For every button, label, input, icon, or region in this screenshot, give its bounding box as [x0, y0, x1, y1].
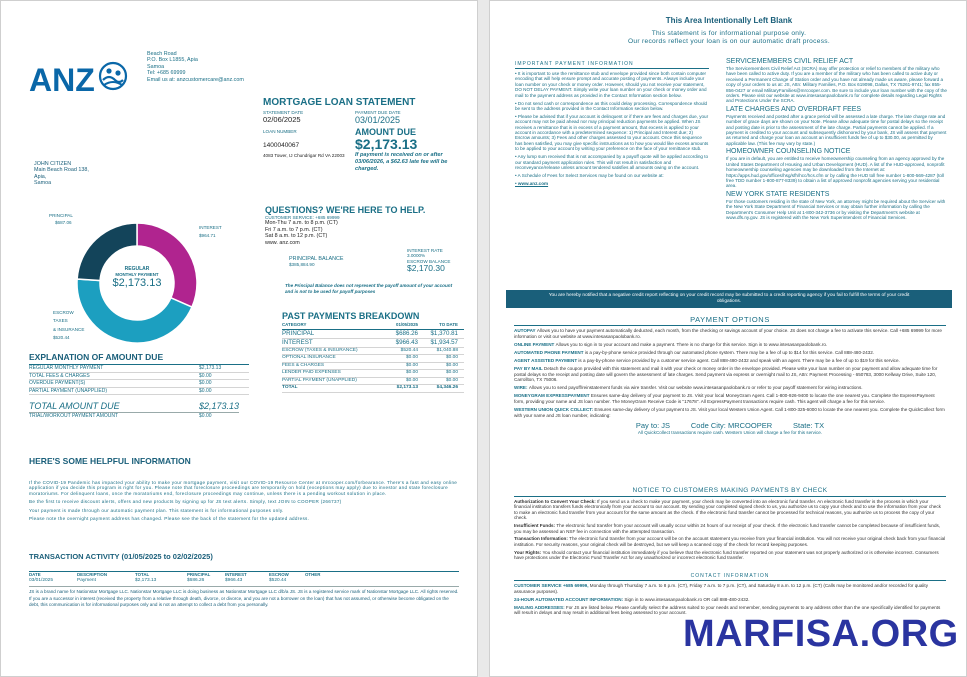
breakdown-amount: $0.00: [445, 377, 458, 383]
breakdown-amount: $0.00: [445, 362, 458, 368]
explanation-label: REGULAR MONTHLY PAYMENT: [29, 365, 104, 371]
transaction-cell: [305, 578, 335, 584]
donut-center-amount: $2,173.13: [112, 277, 162, 289]
transactions-title: TRANSACTION ACTIVITY (01/05/2025 to 02/02/2025): [29, 552, 213, 561]
donut-escrow-legend: [53, 310, 84, 341]
breakdown-row: [282, 339, 464, 348]
payment-option-text: Allows you to sign in to your account and make a payment. There is no charge for this service. Sign in to www.intesasanpaolobank.ro.: [555, 341, 828, 347]
donut-center-label-2: MONTHLY PAYMENT: [115, 272, 159, 277]
loan-number-label: LOAN NUMBER: [263, 129, 297, 135]
explanation-row: [29, 373, 249, 381]
info-item: • Please be advised that if your account is delinquent or if there are fees and charges due, your account may not be paid ahead nor may principal reduction payments be applied. When JS receives a remittance that is in excess of a payment amount, that excess is applied to your account in accordance with a predetermined sequence: 1) Principal and Interest due; 2) Escrow amounts; 3) Fees and other charges assessed to your account. Once this sequence has been satisfied, you may give specific instructions as to how you would like excess amounts to be applied to your account by writing your preference on the face of your remittance stub.: [515, 113, 709, 152]
breakdown-row: [282, 378, 464, 386]
customer-address-line: Samoa: [34, 180, 52, 187]
payment-option-text: Ensures same-day delivery of your payment to JS. Visit your local MoneyGram Agent. Call 1-800-926-9400 to locate the one nearest you. Complete the ExpressPayment form, providing your name and JS loan number. The MoneyGram Receive Code is "17678". All ExpressPayment transactions require cash. This agent will charge a fee for this service.: [514, 393, 935, 404]
payment-option: [514, 407, 946, 418]
total-amount-due-label: TOTAL AMOUNT DUE: [29, 401, 120, 412]
escrow-amount: $520.44: [53, 335, 70, 341]
statement-title: MORTGAGE LOAN STATEMENT: [263, 97, 416, 108]
donut-interest-label: INTEREST: [199, 225, 222, 230]
payment-option-lead: PAY BY MAIL: [514, 365, 544, 371]
legal-notices: [726, 58, 948, 220]
bank-phone: Tel: +685 69999: [147, 70, 186, 77]
interest-rate-label: INTEREST RATE: [407, 248, 443, 253]
contact-item-lead: 24-HOUR AUTOMATED ACCOUNT INFORMATION:: [514, 596, 625, 602]
bank-email[interactable]: Email us at: anzcustomercare@anz.com: [147, 76, 244, 83]
contact-item-text: Monday through Thursday 7 a.m. to 8 p.m. (CT), Friday 7 a.m. to 7 p.m. (CT), and Saturday 8 a.m. to 12 p.m. (CT) (Calls may be monitored and/or recorded for quality assurance purposes).: [514, 583, 928, 594]
breakdown-amount: $0.00: [405, 355, 418, 360]
successor-footer: If you are a successor in interest (received the property from a relative through death, divorce, or divorce, and you are not a borrower on the loan) that has not assumed, or otherwise become obligated on the debt, this communication is for informational purposes only and is not an attempt to collect a debt from you personally.: [29, 596, 449, 607]
payment-option-lead: ONLINE PAYMENT: [514, 341, 556, 347]
explanation-amount: $0.00: [199, 372, 212, 379]
breakdown-row: [282, 385, 464, 393]
anz-logo-mark: [29, 59, 133, 95]
breakdown-amount: $1,934.57: [430, 338, 458, 346]
transaction-cell: Payment: [77, 578, 96, 583]
escrow-line: ESCROW: [53, 310, 74, 315]
explanation-title: EXPLANATION OF AMOUNT DUE: [29, 352, 164, 362]
escrow-balance-label: ESCROW BALANCE: [407, 258, 451, 264]
breakdown-amount: $0.00: [445, 355, 458, 360]
donut-center: [101, 266, 173, 290]
property-address: 4083 Tower, IJ Chundrigar Rd VA 22003: [263, 152, 345, 158]
customer-service-line: CUSTOMER SERVICE: +685 69999: [265, 215, 340, 220]
transaction-cell: $686.26: [187, 578, 205, 583]
breakdown-amount: $1,370.81: [430, 329, 458, 337]
helpful-paragraph: Your payment is made through our automatic payment plan. This statement is for informational purposes only.: [29, 507, 284, 513]
transaction-rows: [29, 578, 459, 584]
breakdown-rows: [282, 330, 464, 393]
breakdown-category: PARTIAL PAYMENT (UNAPPLIED): [282, 377, 357, 383]
breakdown-title: PAST PAYMENTS BREAKDOWN: [282, 311, 420, 321]
payment-options: [514, 315, 946, 435]
contact-item-lead: MAILING ADDRESSES:: [514, 604, 566, 610]
credit-report-banner: You are hereby notified that a negative credit report reflecting on your credit record may be submitted to a credit reporting agency if you fail to fulfill the terms of your credit obligations.: [506, 290, 952, 308]
payment-option-text: is a pay-by-phone service provided by a customer service agent. Call 888-480-2432 and speak with an agent. There may be a fee of up to $19 for this service.: [578, 357, 900, 363]
explanation-rows: [29, 365, 249, 395]
payment-option: [514, 393, 946, 404]
breakdown-amount: $0.00: [405, 362, 418, 368]
transactions-header: DATE DESCRIPTION TOTAL PRINCIPAL INTEREST ESCROW OTHER: [29, 572, 321, 577]
info-title: IMPORTANT PAYMENT INFORMATION: [515, 61, 634, 67]
payment-due-date: 03/01/2025: [355, 115, 401, 126]
payment-option-text: is a pay-by-phone service provided through our automated phone system. There may be a fee of up to $14 for this service. Call 888-480-2432.: [584, 349, 875, 355]
check-payment-notice: [514, 487, 946, 563]
contact-item: [514, 597, 946, 603]
breakdown-amount: $0.00: [405, 370, 418, 375]
explanation-label: OVERDUE PAYMENT(S): [29, 380, 86, 387]
donut-principal-amount: $687.06: [55, 220, 72, 225]
payment-due-label: PAYMENT DUE DATE: [355, 110, 401, 115]
quickcollect-note: All QuickCollect transactions require cash. Western Union will charge a fee for this service.: [637, 429, 823, 435]
hours-line: Sat 8 a.m. to 12 p.m. (CT): [265, 233, 328, 240]
payment-option-lead: WESTERN UNION QUICK COLLECT:: [514, 407, 595, 413]
bank-address-line: P.O. Box L1855, Apia: [147, 57, 198, 64]
contact-title: CONTACT INFORMATION: [690, 573, 770, 579]
transaction-cell: $520.44: [269, 578, 287, 583]
check-notice-item-lead: Authorization to Convert Your Check:: [514, 499, 598, 504]
breakdown-category: OPTIONAL INSURANCE: [282, 355, 336, 360]
breakdown-amount: $2,173.13: [396, 385, 418, 390]
explanation-label: PARTIAL PAYMENT (UNAPPLIED): [29, 387, 107, 394]
customer-address: [34, 161, 134, 187]
breakdown-row: [282, 363, 464, 371]
check-notice-item-lead: Transaction Information:: [514, 536, 570, 542]
payment-option-lead: AUTOMATED PHONE PAYMENT: [514, 349, 585, 355]
ny-residents-title: NEW YORK STATE RESIDENTS: [726, 190, 830, 198]
total-amount-due-value: $2,173.13: [198, 401, 239, 412]
check-notice-item: [514, 536, 946, 547]
late-charges-title: LATE CHARGES AND OVERDRAFT FEES: [726, 105, 862, 113]
customer-name: JOHN CITIZEN: [34, 161, 72, 167]
payment-option-text: Allows you to have your payment automatically deducted, each month, from the checking or savings account of your choice. JS does not charge a fee to activate this service. Call +685 69999 for more information or visit our website at www.intesasanpaolobank.ro.: [514, 328, 942, 339]
payment-option-lead: AGENT ASSISTED PAYMENT: [514, 357, 579, 363]
payment-option: [514, 342, 946, 348]
payment-option-text: Allows you to send payoff/reinstatement funds via wire transfer. Visit our website www.intesasanpaolobank.ro or refer to your payoff statement for wiring instructions.: [528, 385, 863, 391]
breakdown-row: [282, 330, 464, 339]
explanation-amount: $0.00: [199, 380, 212, 387]
anz-people-icon: [100, 63, 126, 89]
info-item: • A Schedule of Fees for Select Services may be found on our website at:: [515, 172, 664, 178]
principal-balance-note: The Principal Balance does not represent the payoff amount of your account and is not to be used for payoff purposes: [285, 283, 453, 294]
explanation-amount: $2,173.13: [199, 365, 222, 371]
check-notice-title: NOTICE TO CUSTOMERS MAKING PAYMENTS BY CHECK: [632, 487, 828, 494]
breakdown-amount: $686.26: [395, 329, 418, 337]
transaction-activity: [29, 552, 459, 607]
statement-front-page: [0, 0, 478, 677]
bank-address-line: Beach Road: [147, 51, 177, 57]
transaction-cell: 03/01/2025: [29, 578, 54, 583]
check-notice-item-lead: Insufficient Funds:: [514, 523, 557, 529]
counseling-title: HOMEOWNER COUNSELING NOTICE: [726, 148, 851, 156]
check-notice-item: [514, 550, 946, 561]
fee-schedule-link[interactable]: • www.anz.com: [515, 180, 549, 186]
check-notice-item-text: If you send us a check to make your payment, your check may be converted into an electronic fund transfer. An electronic fund transfer is the process in which your financial institution transfers funds electronically from your account to our account. By sending your completed signed check to us, you authorize us to copy your check and to use the information from your check to make an electronic fund transfer from your account for the same amount as the check. If the electronic fund transfer cannot be processed for technical reasons, you authorize us to process the copy of your check.: [514, 499, 941, 521]
anz-logo-text: ANZ: [29, 62, 95, 95]
blank-area-subtitle: This statement is for informational purpose only.: [651, 30, 807, 37]
breakdown-amount: $0.00: [405, 377, 418, 383]
contact-item-text: For JS are listed below. Please carefully select the address suited to your needs and remember, sending payments to any address other than the one specifically identified for payments will result in delays and may result in additional fees being assessed to your account.: [514, 604, 941, 616]
info-item: • Any lump sum received that is not accompanied by a payoff quote will be applied according to our standard payment application rules. This will not result in satisfaction and reconveyance/release unless amount tendered satisfies all amounts owing on the account.: [515, 154, 709, 170]
balances: [285, 248, 469, 294]
explanation-row: [29, 380, 249, 388]
hours-line: Mon-Thu 7 a.m. to 8 p.m. (CT): [265, 220, 338, 227]
helpful-paragraph: Be the first to receive discount alerts, offers and new products by signing up for JS text alerts. Simply, text JOIN to COOPER (266737): [29, 499, 342, 505]
breakdown-category: ESCROW (TAXES & INSURANCE): [282, 347, 358, 353]
helpful-paragraph: If the COVID-19 Pandemic has impacted your ability to make your mortgage payment, visit our COVID-19 Resource Center at mrcooper.com/forbearance. There's a fast and easy online application if you decide this program is right for you. Please note that foreclosure proceedings are temporarily on hold (exceptions may apply) due to investor and state foreclosure moratoriums. For delinquent loans, once the moratoriums end, foreclosure proceedings may continue, unless there is a pending workout solution in place.: [29, 480, 458, 496]
customer-address-line: Main Beach Road 138,: [34, 167, 89, 174]
blank-area: [490, 16, 967, 46]
questions-section: [265, 205, 465, 246]
escrow-line: & INSURANCE: [53, 326, 85, 332]
payment-option: [514, 366, 946, 383]
explanation-amount: $0.00: [199, 387, 212, 394]
explanation-row: [29, 365, 249, 373]
payment-option: [514, 350, 946, 356]
ny-residents-text: For those customers residing in the state of New York, an attorney might be required about the Servicer with the New York State Department of Financial Services or may obtain further information by calling the Department's Consumer Help Unit at 1-800-342-3736 or by visiting the Department's website at www.dfs.ny.gov. JS is registered with the New York Superintendent of Financial Services.: [726, 198, 946, 220]
statement-back-page: [489, 0, 967, 677]
statement-date-label: STATEMENT DATE: [263, 110, 304, 115]
principal-balance-value: $385,884.90: [289, 262, 315, 268]
payment-option: [514, 328, 946, 339]
transaction-row: [29, 578, 459, 584]
breakdown-row: [282, 370, 464, 378]
payment-items: [514, 328, 946, 418]
transaction-cell: $966.43: [225, 578, 243, 583]
hours-line: Fri 7 a.m. to 7 p.m. (CT): [265, 226, 323, 233]
breakdown-category: INTEREST: [282, 338, 313, 346]
questions-title: QUESTIONS? WE'RE HERE TO HELP.: [265, 205, 426, 215]
blank-area-title: This Area Intentionally Left Blank: [665, 16, 793, 25]
donut-principal-label: PRINCIPAL: [49, 213, 73, 218]
total-amount-due-row: [29, 401, 239, 413]
contact-item: [514, 583, 946, 594]
statement-summary: [263, 97, 463, 172]
blank-area-subtitle: Our records reflect your loan is on our automatic draft process.: [627, 38, 831, 45]
website-link[interactable]: www. anz.com: [265, 239, 300, 246]
info-items: [515, 71, 709, 186]
check-notice-item-text: The electronic fund transfer from your account will usually occur within 24 hours of our receipt of your check. If the electronic fund transfer cannot be completed because of insufficient funds, you may be assessed an NSF fee in connection with the attempted transaction.: [514, 523, 941, 534]
contact-item-text: Sign in to www.intesasanpaolobank.ro OR call 888-480-2432.: [624, 596, 750, 602]
anz-logo: [29, 59, 133, 100]
statement-date: 02/06/2025: [263, 115, 301, 125]
breakdown-amount: $520.44: [400, 347, 418, 353]
payment-options-title: PAYMENT OPTIONS: [690, 315, 770, 324]
principal-balance-label: PRINCIPAL BALANCE: [289, 256, 344, 262]
breakdown-category: TOTAL: [282, 385, 298, 390]
payment-option: [514, 358, 946, 364]
payment-option-lead: AUTOPAY: [514, 328, 537, 333]
payment-option-text: Detach the coupon provided with this statement and mail it with your check or money order in the envelope provided. Please write your loan number on your payment and allow adequate time for postal delays so the receipt and posting date will govern the assessment of late charges. Send payment via express or overnight mail to JS, Attn: Payment Processing - 650783, 3000 Kellway Drive, Suite 120, Carrollton, TX 75006.: [514, 365, 938, 383]
amount-due-value: $2,173.13: [355, 136, 418, 153]
info-item: • Do not send cash or correspondence as this could delay processing. Correspondence should be sent to the address provided in the Contact Information section below.: [515, 100, 708, 111]
breakdown-category: LENDER PAID EXPENSES: [282, 370, 341, 375]
breakdown-amount: $0.00: [445, 370, 458, 375]
breakdown-header: CATEGORY 01/05/2025 TO DATE: [282, 322, 464, 330]
brand-footer: JS is a brand name for Nationstar Mortgage LLC. Nationstar Mortgage LLC is doing business as Nationstar Mortgage LLC d/b/a JS. JS is a registered service mark of Nationstar Mortgage LLC. All rights reserved.: [29, 589, 459, 594]
donut-center-label-1: REGULAR: [124, 266, 150, 272]
explanation-of-amount-due: [29, 352, 249, 420]
scra-text: The Servicemembers Civil Relief Act (SCRA) may offer protection or relief to members of the military who have been called to active duty. If you are a member of the military who has been called to active duty or received a Permanent Change of Station order and you have not already made us aware, please forward a copy of your orders to us at: JS, Attn: Military Families, P.O. Box 619098, Dallas, TX 75261-9741; fax 855-856-0427 or email MilitaryFamilies@mrcooper.com. Be sure to include your loan number with the copy of the orders. Please visit our website at www.intesasanpaolobank.ro for complete details regarding Legal Rights and Protections Under the SCRA.: [726, 66, 947, 104]
customer-address-line: Apia,: [34, 173, 47, 180]
payment-option-text: Ensures same-day delivery of your payment to JS. Visit your local Western Union Agent. Call 1-800-325-6000 to locate the one nearest you. Complete the QuickCollect form with your name and JS loan number, indicating:: [514, 407, 945, 418]
watermark-text: MARFISA.ORG: [683, 613, 959, 655]
info-item: • It is important to use the remittance stub and envelope provided since both contain computer encoding that will help ensure prompt and accurate posting of payments. Always include your loan number on your check or money order. However, should you not receive your statement, DO NOT DELAY PAYMENT. Simply write your loan number on your check or money order and mail to the payment address as provided in the Contact Information section below.: [515, 71, 707, 98]
bank-address-line: Samoa: [147, 63, 165, 70]
check-notice-item-text: The electronic fund transfer from your account will be on the account statement you receive from your financial institution. You will not receive your original check back from your financial institution. For security reasons, your original check will be destroyed, but we will keep a scanned copy of the check for record keeping purposes.: [514, 536, 946, 547]
helpful-information: [29, 456, 459, 521]
important-payment-information: [515, 61, 709, 189]
check-notice-item: [514, 499, 946, 521]
check-notice-item: [514, 523, 946, 534]
scra-title: SERVICEMEMBERS CIVIL RELIEF ACT: [726, 58, 854, 65]
check-items: [514, 499, 946, 561]
counseling-text: If you are in default, you are entitled to receive homeownership counseling from an agency approved by the United States Department of Housing and Urban Development (HUD). A list of the HUD-approved, nonprofit homeownership counseling agencies may be downloaded from the Internet at: https://apps.hud.gov/offices/hsg/sfh/hcc/hcs.cfm or by calling the HUD toll free number 1-800-569-4287 (toll free TDD number 1-800-877-8339) to obtain a list of approved nonprofit agencies serving your residential area.: [726, 156, 945, 189]
breakdown-row: [282, 348, 464, 356]
payment-option-lead: WIRE:: [514, 385, 529, 391]
breakdown-amount: $1,040.88: [436, 347, 458, 353]
transaction-cell: $2,173.13: [135, 578, 157, 583]
past-payments-breakdown: [282, 311, 464, 393]
breakdown-category: PRINCIPAL: [282, 329, 315, 337]
escrow-balance-value: $2,170.30: [407, 263, 445, 274]
quickcollect-details: Pay to: JS Code City: MRCOOPER State: TX: [635, 420, 825, 430]
interest-rate-value: 3.0000%: [407, 253, 426, 259]
explanation-row: [29, 388, 249, 396]
explanation-label: TOTAL FEES & CHARGES: [29, 372, 90, 379]
breakdown-category: FEES & CHARGES: [282, 362, 325, 368]
loan-number: 1400040067: [263, 141, 300, 149]
contact-items: [514, 583, 946, 616]
payment-option: [514, 385, 946, 391]
helpful-paragraph: Please note the overnight payment address has changed. Please see the back of the statement for the updated address.: [29, 516, 310, 522]
donut-interest-amount: $964.71: [199, 233, 216, 238]
check-notice-item-text: You should contact your financial institution immediately if you believe that the electronic fund transfer reported on your statement was not properly authorized or is otherwise incorrect. Consumers have protections under the Electronic Fund Transfer Act for any unauthorized or incorrect electronic fund transfer.: [514, 549, 939, 561]
trial-payment-row: TRIAL/WORKOUT PAYMENT AMOUNT $0.00: [29, 413, 212, 420]
late-fee-note: If payment is received on or after 03/06/2026, a $62.63 late fee will be charged.: [355, 152, 448, 172]
check-notice-item-lead: Your Rights:: [514, 549, 543, 555]
payment-option-lead: MONEYGRAM EXPRESSPAYMENT: [514, 393, 591, 399]
contact-item-lead: CUSTOMER SERVICE +685 69999,: [514, 583, 590, 588]
breakdown-row: [282, 355, 464, 363]
breakdown-amount: $4,346.26: [436, 385, 458, 390]
helpful-title: HERE'S SOME HELPFUL INFORMATION: [29, 456, 191, 466]
bank-address: [147, 51, 297, 83]
contact-information: [514, 573, 946, 618]
amount-due-label: AMOUNT DUE: [355, 127, 416, 138]
breakdown-amount: $966.43: [395, 338, 418, 346]
escrow-line: TAXES: [53, 318, 68, 324]
late-charges-text: Payments received and posted after a grace period will be assessed a late charge. The late charge rate and number of grace days are shown on your Note. Please allow adequate time for postal delays so the receipt and posting date is prior to the assessment of the late charge. Partial payments cannot be applied. If a payment is credited to your account and subsequently dishonored by your bank, JS will assess that payment as returned and charge your loan an account an insufficient funds fee of up to $30.00, as permitted by applicable law. (This fee may vary by state.): [726, 113, 947, 146]
